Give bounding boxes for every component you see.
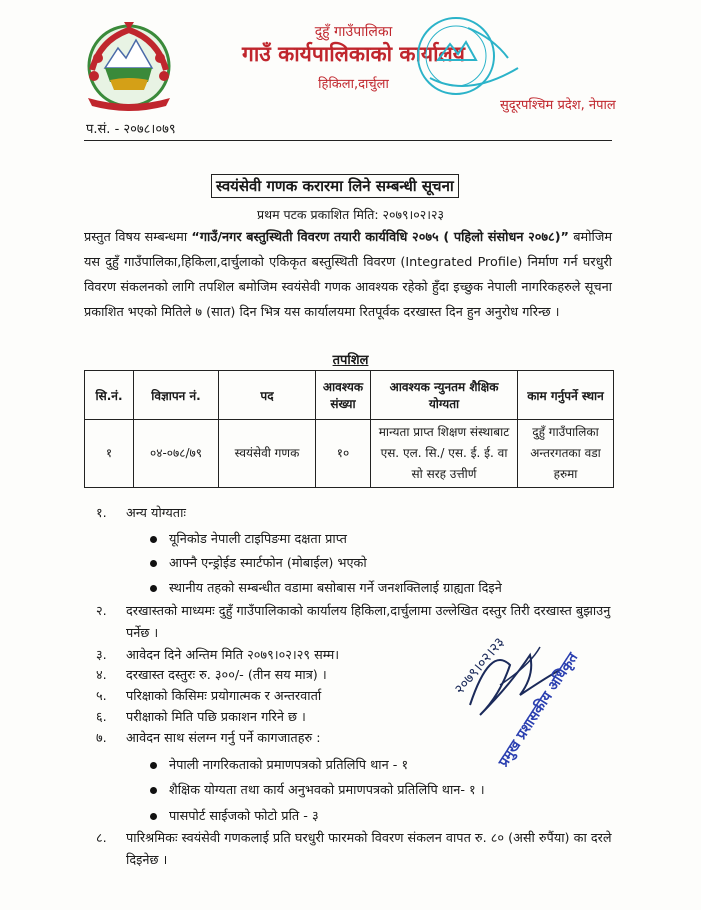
col-header: आवश्यक न्युनतम शैक्षिक योग्यता [371, 371, 518, 420]
list-bullet: शैक्षिक योग्यता तथा कार्य अनुभवको प्रमाणपत्रको प्रतिलिपि थान- १ । [150, 780, 485, 798]
table-cell: मान्यता प्राप्त शिक्षण संस्थाबाट एस. एल. सि./ एस. ई. ई. वा सो सरह उत्तीर्ण [371, 420, 518, 488]
list-bullet: आफ्नै एन्ड्रोईड स्मार्टफोन (मोबाईल) भएको [150, 553, 367, 571]
header-divider [84, 140, 612, 141]
header-municipality: दुहुँ गाउँपालिका [314, 24, 393, 40]
list-bullet: यूनिकोड नेपाली टाइपिङमा दक्षता प्राप्त [150, 529, 347, 547]
table-cell: १० [316, 420, 371, 488]
list-bullet: नेपाली नागरिकताको प्रमाणपत्रको प्रतिलिपि थान - १ [150, 755, 408, 773]
official-seal: प्रमुख प्रशासकीय अधिकृत [495, 650, 582, 770]
list-bullet: स्थानीय तहको सम्बन्धीत वडामा बसोबास गर्ने जनशक्तिलाई ग्राह्यता दिइने [150, 578, 502, 596]
table-cell: दुहुँ गाउँपालिका अन्तरगतका वडा हरुमा [518, 420, 614, 488]
table-caption: तपशिल [332, 353, 369, 368]
notice-title: स्वयंसेवी गणक करारमा लिने सम्बन्धी सूचना [211, 174, 459, 198]
col-header: पद [219, 371, 316, 420]
table-cell: ०४-०७८/७९ [134, 420, 219, 488]
office-stamp-icon [408, 8, 528, 108]
col-header: विज्ञापन नं. [134, 371, 219, 420]
table-cell: १ [85, 420, 134, 488]
header-office: गाउँ कार्यपालिकाको कार्यालय [242, 42, 465, 66]
published-date: प्रथम पटक प्रकाशित मिति: २०७९।०२।२३ [256, 207, 445, 222]
reference-number: प.सं. - २०७८।०७९ [86, 122, 176, 137]
col-header: सि.नं. [85, 371, 134, 420]
col-header: आवश्यक संख्या [316, 371, 371, 420]
vacancy-table [84, 370, 614, 488]
table-cell: स्वयंसेवी गणक [219, 420, 316, 488]
notice-body: प्रस्तुत विषय सम्बन्धमा “गाउँ/नगर बस्तुस्थिती विवरण तयारी कार्यविधि २०७५ ( पहिलो संसोधन २०७८)” बमोजिम यस दुहुँ गाउँपालिका,हिकिला,दार्चुलाको एकिकृत बस्तुस्थिती विवरण (Integrated Profile) निर्माण गर्न घरधुरी विवरण संकलनको लागि तपशिल बमोजिम स्वयंसेवी गणक आवश्यक रहेको हुँदा इच्छुक नेपाली नागरिकहरुले सूचना प्रकाशित भएको मितिले ७ (सात) दिन भित्र यस कार्यालयमा रितपूर्वक दरखास्त दिन हुन अनुरोध गरिन्छ । [84, 230, 612, 320]
col-header: काम गर्नुपर्ने स्थान [518, 371, 614, 420]
signature-date: २०७९।०२।२३ [451, 634, 509, 698]
province-label: सुदूरपश्चिम प्रदेश, नेपाल [500, 98, 616, 113]
list-bullet: पासपोर्ट साईजको फोटो प्रति - ३ [150, 806, 319, 824]
table-row [85, 420, 614, 488]
header-location: हिकिला,दार्चुला [318, 77, 389, 92]
table-header-row [85, 371, 614, 420]
